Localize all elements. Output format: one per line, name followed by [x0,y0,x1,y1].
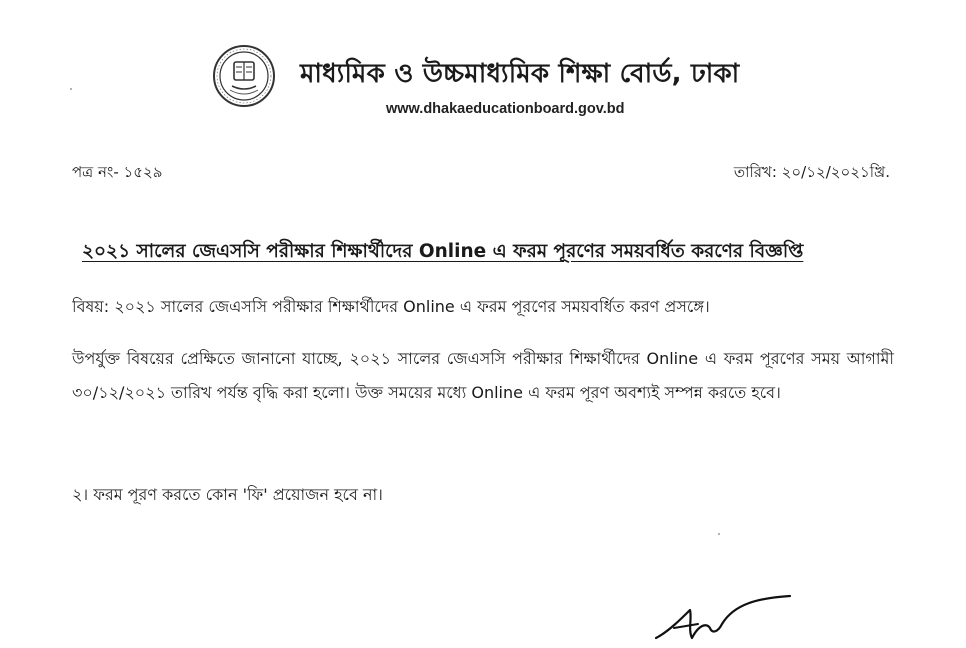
notice-body: উপর্যুক্ত বিষয়ের প্রেক্ষিতে জানানো যাচ্ছে, ২০২১ সালের জেএসসি পরীক্ষার শিক্ষার্থীদের Online এ ফরম পূরণের সময় আগামী ৩০/১২/২০২১ তারিখ পর্যন্ত বৃদ্ধি করা হলো। উক্ত সময়ের মধ্যে Online এ ফরম পূরণ অবশ্যই সম্পন্ন করতে হবে। [72,349,894,402]
memo-date: তারিখ: ২০/১২/২০২১খ্রি. [733,163,890,181]
scan-speck [70,88,72,90]
scan-speck [718,533,720,535]
memo-number: পত্র নং- ১৫২৯ [72,163,163,181]
notice-point-two: ২। ফরম পূরণ করতে কোন 'ফি' প্রয়োজন হবে না। [72,485,383,504]
notice-subject: বিষয়: ২০২১ সালের জেএসসি পরীক্ষার শিক্ষার্থীদের Online এ ফরম পূরণের সময়বর্ধিত করণ প্রসঙ্গে। [72,297,710,316]
board-seal-icon [212,44,276,108]
handwritten-signature-icon [648,588,798,648]
notice-headline: ২০২১ সালের জেএসসি পরীক্ষার শিক্ষার্থীদের Online এ ফরম পূরণের সময়বর্ধিত করণের বিজ্ঞপ্তি [82,241,804,262]
board-website: www.dhakaeducationboard.gov.bd [386,101,625,117]
board-name: মাধ্যমিক ও উচ্চমাধ্যমিক শিক্ষা বোর্ড, ঢাকা [300,59,740,89]
